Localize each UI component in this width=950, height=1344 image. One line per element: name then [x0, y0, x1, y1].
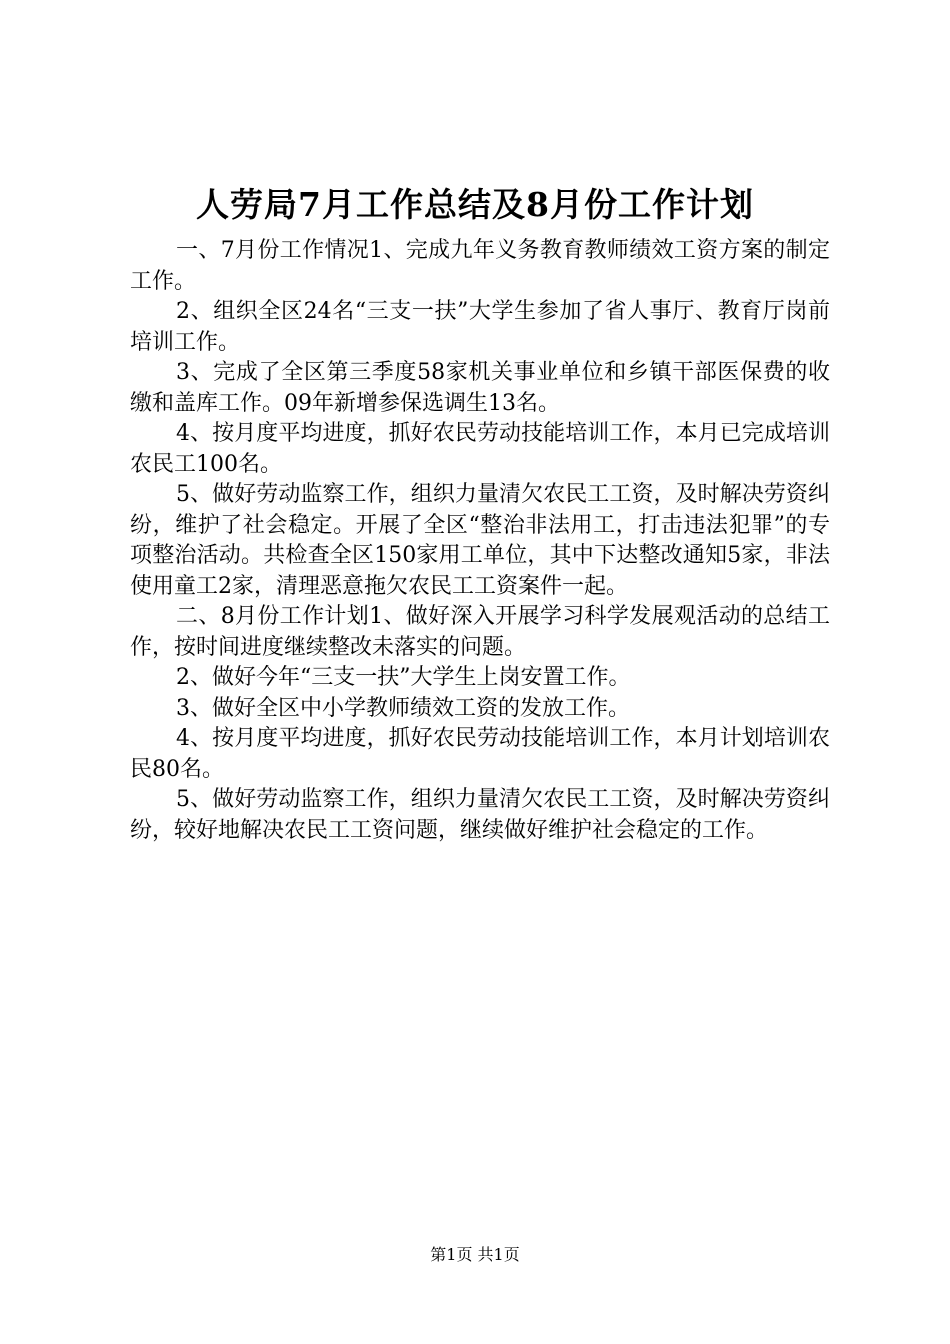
paragraph: 2、组织全区24名“三支一扶”大学生参加了省人事厅、教育厅岗前培训工作。	[130, 299, 830, 355]
paragraph: 4、按月度平均进度，抓好农民劳动技能培训工作，本月已完成培训农民工100名。	[130, 421, 830, 477]
paragraph: 二、8月份工作计划1、做好深入开展学习科学发展观活动的总结工作，按时间进度继续整改未落实的问题。	[130, 604, 830, 660]
document-body	[130, 236, 830, 846]
paragraph: 2、做好今年“三支一扶”大学生上岗安置工作。	[176, 665, 631, 690]
paragraph: 5、做好劳动监察工作，组织力量清欠农民工工资，及时解决劳资纠纷，维护了社会稳定。开展了全区“整治非法用工，打击违法犯罪”的专项整治活动。共检查全区150家用工单位，其中下达整改通知5家，非法使用童工2家，清理恶意拖欠农民工工资案件一起。	[130, 482, 830, 599]
paragraph: 4、按月度平均进度，抓好农民劳动技能培训工作，本月计划培训农民80名。	[130, 726, 830, 782]
paragraph: 5、做好劳动监察工作，组织力量清欠农民工工资，及时解决劳资纠纷，较好地解决农民工工资问题，继续做好维护社会稳定的工作。	[130, 787, 830, 843]
page-footer: 第1页 共1页	[430, 1245, 520, 1264]
paragraph: 3、做好全区中小学教师绩效工资的发放工作。	[176, 695, 630, 721]
paragraph: 3、完成了全区第三季度58家机关事业单位和乡镇干部医保费的收缴和盖库工作。09年新增参保选调生13名。	[130, 360, 830, 416]
document-title: 人劳局7月工作总结及8月份工作计划	[196, 185, 754, 224]
paragraph: 一、7月份工作情况1、完成九年义务教育教师绩效工资方案的制定工作。	[130, 238, 830, 294]
